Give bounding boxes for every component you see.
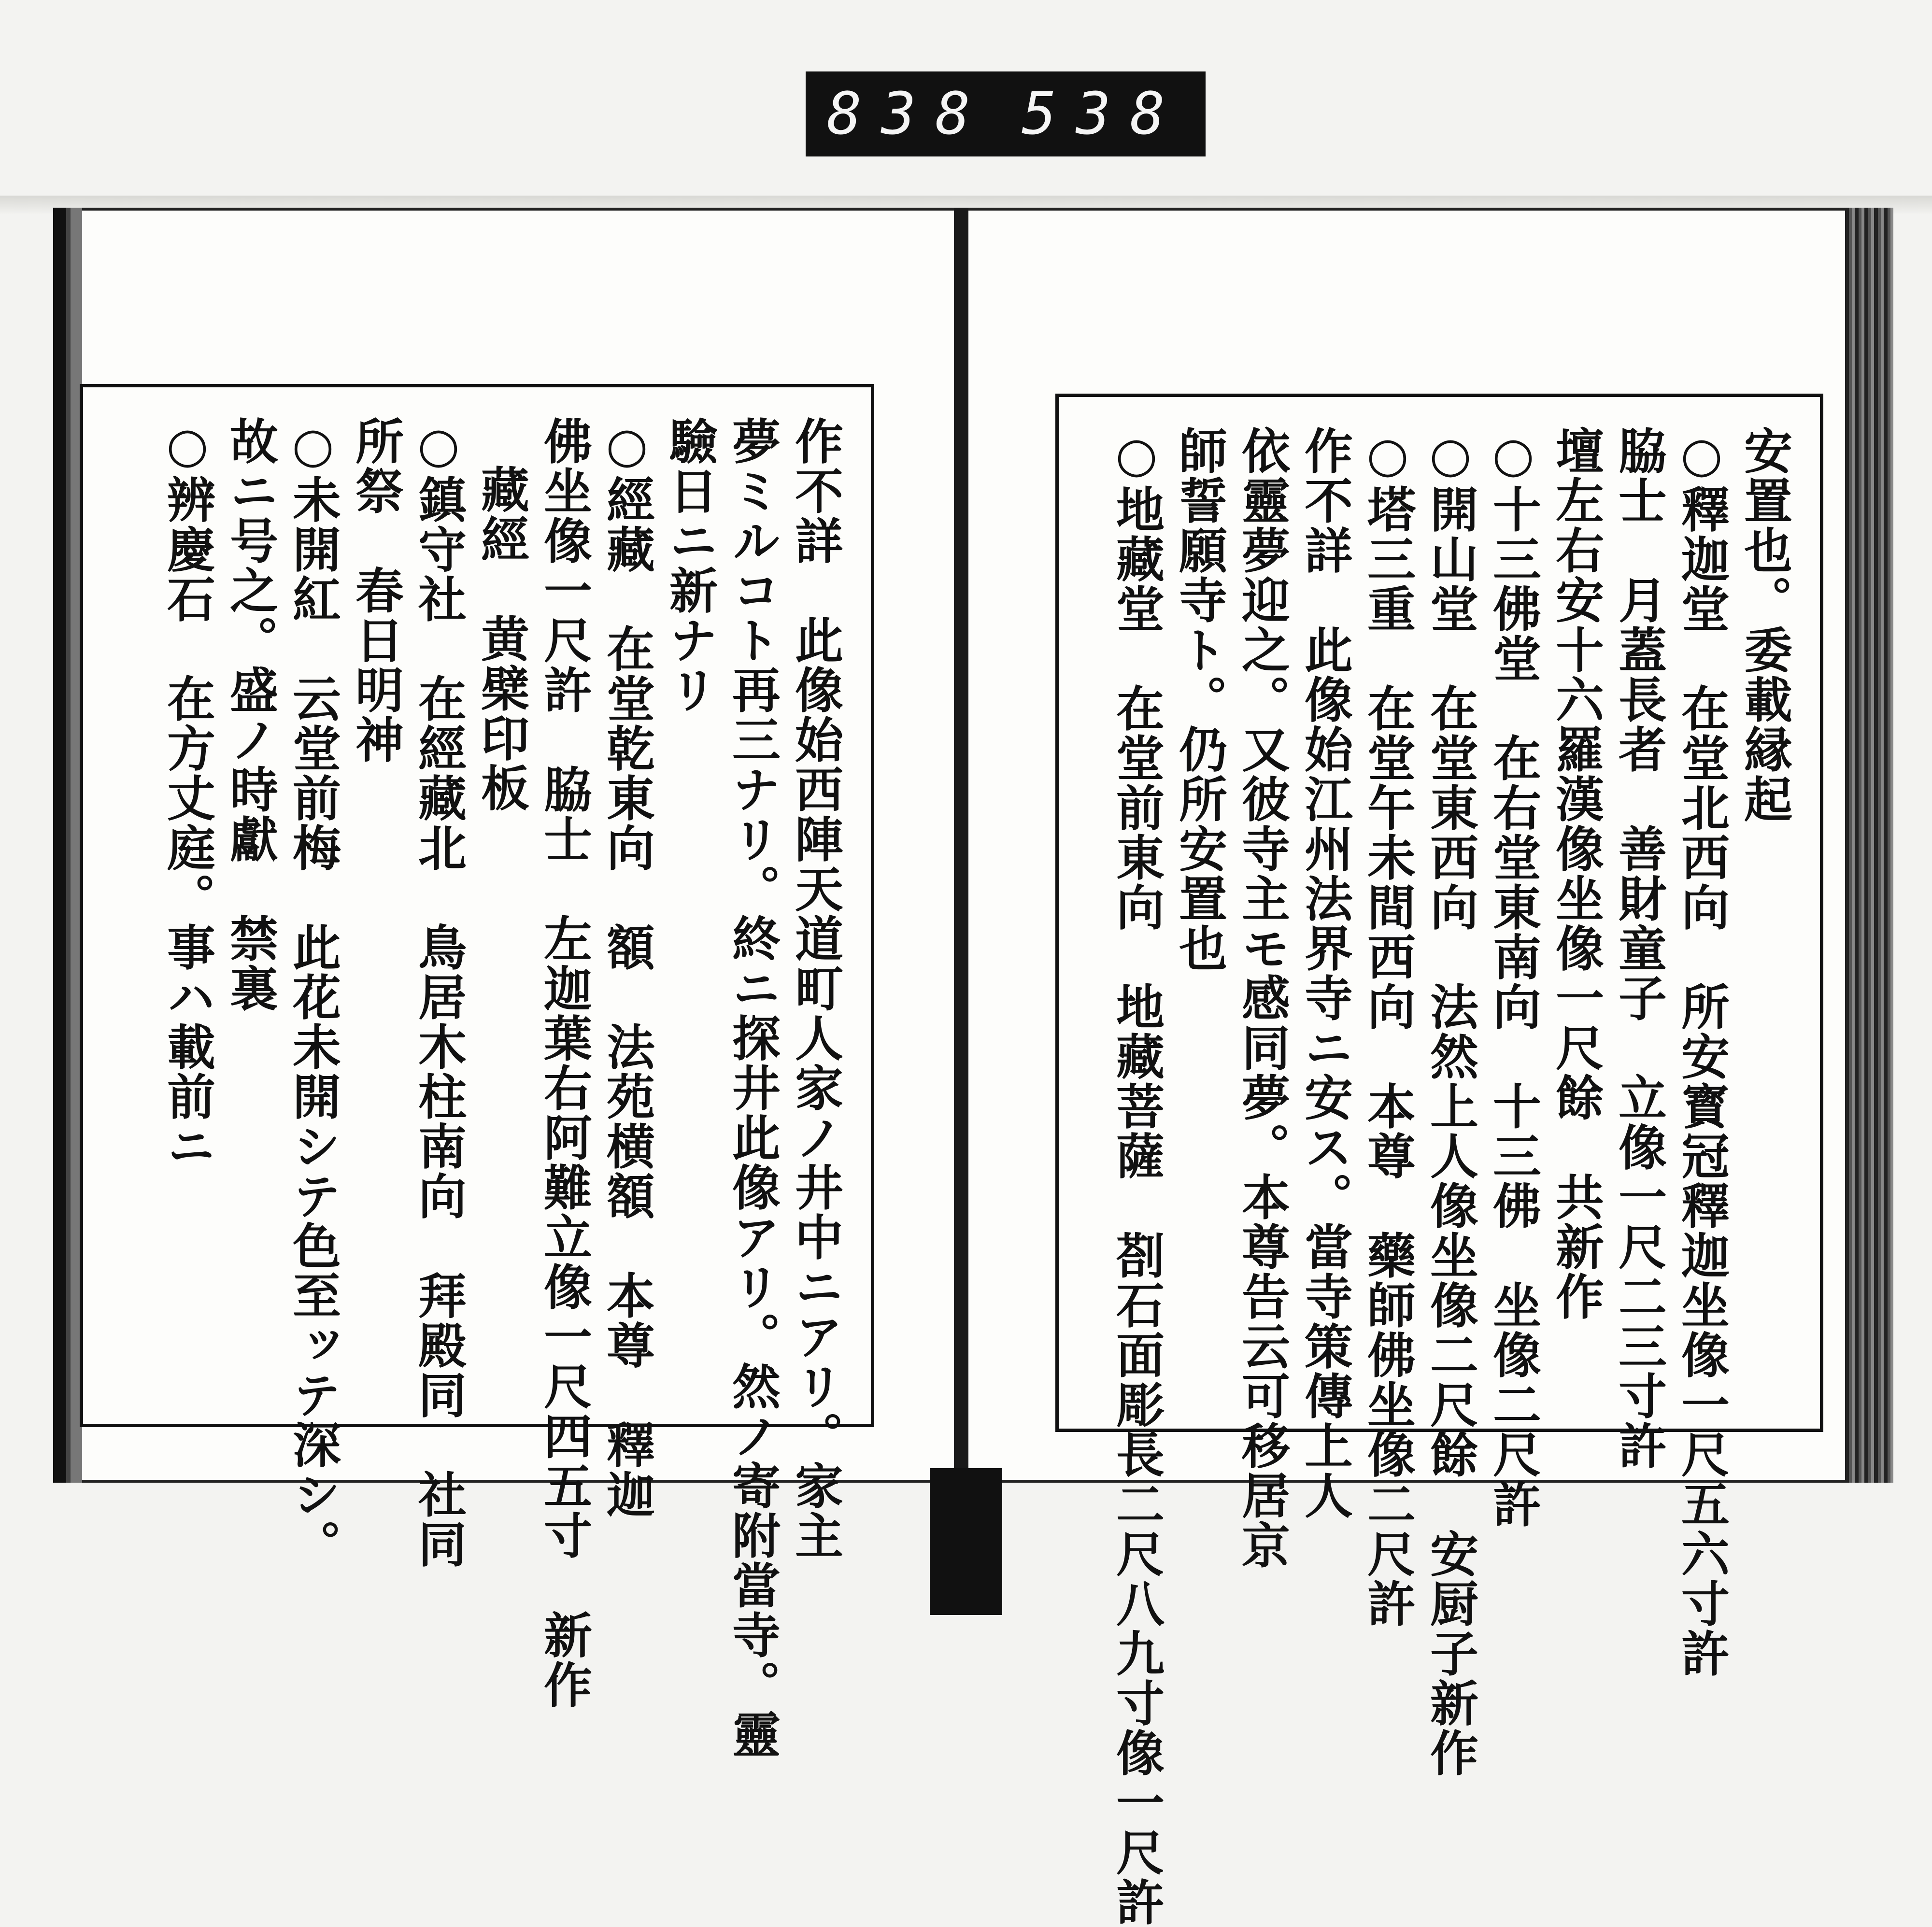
right-page-text [1105,426,1796,1927]
text-column: ○地藏堂 在堂前東向 地藏菩薩 剳石面彫長二尺八九寸像一尺許 [1108,426,1165,1927]
text-column: ○辨慶石 在方丈庭。事ハ載前ニ [159,416,216,1171]
book-edge-left [53,208,82,1483]
text-column: 所祭 春日明神 [347,416,404,765]
text-column: 作不詳 此像始西陣天道町人家ノ井中ニアリ。家主 [787,416,844,1560]
archive-number-plate [806,71,1206,156]
text-column: 安置也。委載縁起 [1736,426,1793,824]
text-column: 壇左右安十六羅漢像坐像一尺餘 共新作 [1548,426,1605,1321]
text-column: 依靈夢迎之。又彼寺主モ感同夢。本尊告云可移居京 [1234,426,1291,1570]
text-column: 夢ミルコト再三ナリ。終ニ探井此像アリ。然ノ寄附當寺。靈 [724,416,781,1759]
right-text-frame [1055,394,1823,1927]
text-column: ○塔三重 在堂午未間西向 本尊 藥師佛坐像二尺許 [1359,426,1416,1629]
text-column: 驗日ニ新ナリ [661,416,718,715]
book-gutter [954,208,968,1483]
text-column: 作不詳 此像始江州法界寺ニ安ス。當寺策傳上人 [1296,426,1353,1520]
text-column: ○釋迦堂 在堂北西向 所安寳冠釋迦坐像一尺五六寸許 [1673,426,1730,1678]
text-column: ○未開紅 云堂前梅 此花未開シテ色至ッテ深シ。 [284,416,341,1569]
text-column: 師誓願寺ト。仍所安置也 [1171,426,1228,973]
left-page-text [156,416,847,1759]
binding-clip [930,1468,1002,1615]
text-column: 故ニ号之。盛ノ時獻 禁裏 [222,416,279,1013]
text-column: ○十三佛堂 在右堂東南向 十三佛 坐像二尺許 [1485,426,1542,1529]
text-column: ○經藏 在堂乾東向 額 法苑横額 本尊 釋迦 [598,416,655,1519]
text-column: 藏經 黄檗印板 [473,465,530,813]
plate-number-left: 838 [827,80,990,148]
text-column: 脇士 月蓋長者 善財童子 立像一尺二三寸許 [1610,426,1667,1471]
left-text-frame [80,384,874,1759]
text-column: ○開山堂 在堂東西向 法然上人像坐像二尺餘 安厨子新作 [1422,426,1479,1778]
text-column: ○鎮守社 在經藏北 鳥居木柱南向 拜殿同 社同 [410,416,467,1569]
text-column: 佛坐像一尺許 脇士 左迦葉右阿難立像一尺四五寸 新作 [536,416,593,1710]
plate-number-right: 538 [1022,80,1184,148]
book-edge-right [1845,208,1893,1483]
